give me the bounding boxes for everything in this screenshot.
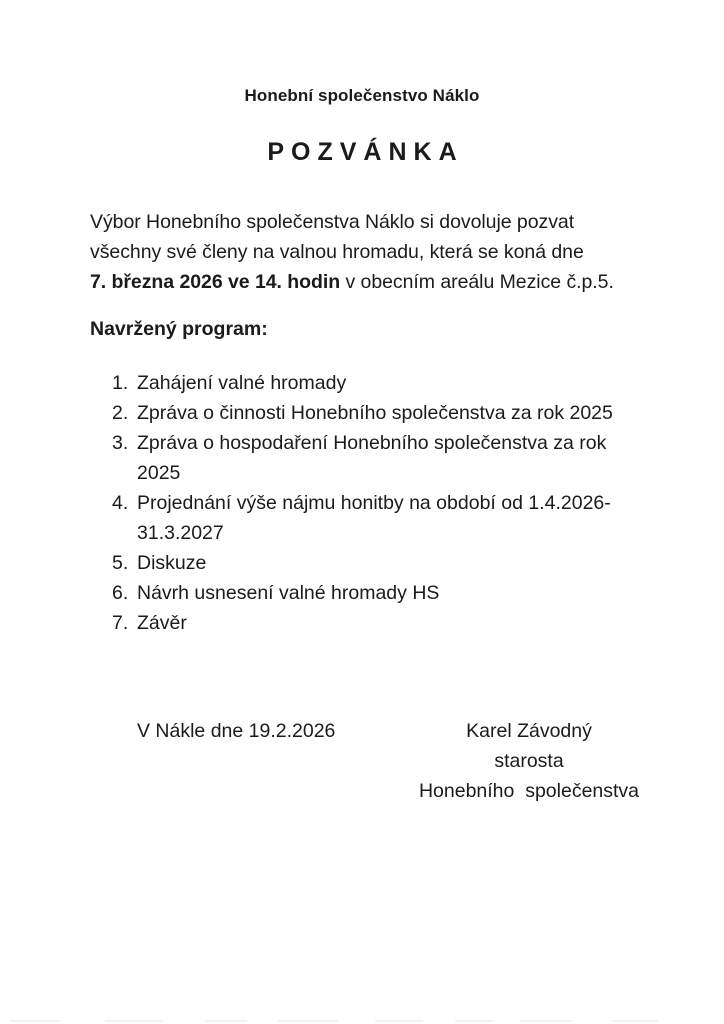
meeting-datetime: 7. března 2026 ve 14. hodin [90,271,341,293]
signatory-role: starosta [494,750,564,772]
list-item-number: 2. [112,402,129,424]
list-item-label: Projednání výše nájmu honitby na období od 1.4.2026- [137,492,611,514]
program-list [112,368,642,638]
list-item-label-continued: 31.3.2027 [137,522,224,544]
invitation-line-1: Výbor Honebního společenstva Náklo si dovoluje pozvat [90,211,575,233]
list-item-number: 6. [112,582,129,604]
list-item [112,578,642,608]
list-item-number: 1. [112,372,129,394]
list-item [112,368,642,398]
list-item-label: Zpráva o hospodaření Honebního společenstva za rok [137,432,607,454]
page-title: POZVÁNKA [267,138,464,166]
list-item [112,548,642,578]
list-item-label: Zahájení valné hromady [137,372,347,394]
signature-place-date: V Nákle dne 19.2.2026 [137,720,336,742]
list-item-number: 5. [112,552,129,574]
list-item-label: Závěr [137,612,187,634]
organization-title: Honební společenstvo Náklo [244,86,480,105]
invitation-paragraph [90,207,650,297]
list-item [112,398,642,428]
list-item-label: Diskuze [137,552,207,574]
signature-block [398,716,660,806]
meeting-venue: v obecním areálu Mezice č.p.5. [340,271,614,293]
list-item [112,608,642,638]
invitation-line-2: všechny své členy na valnou hromadu, která se koná dne [90,241,584,263]
signatory-organization: Honebního společenstva [418,780,640,802]
list-item-number: 7. [112,612,129,634]
list-item-number: 4. [112,492,129,514]
list-item-label: Zpráva o činnosti Honebního společenstva za rok 2025 [137,402,613,424]
program-heading: Navržený program: [90,318,268,340]
list-item-number: 3. [112,432,129,454]
list-item-label-continued: 2025 [137,462,181,484]
list-item-label: Návrh usnesení valné hromady HS [137,582,440,604]
list-item [112,428,642,488]
list-item [112,488,642,548]
signatory-name: Karel Závodný [466,720,592,742]
scan-edge-artifacts [0,1010,724,1024]
invitation-line-3 [90,267,650,297]
